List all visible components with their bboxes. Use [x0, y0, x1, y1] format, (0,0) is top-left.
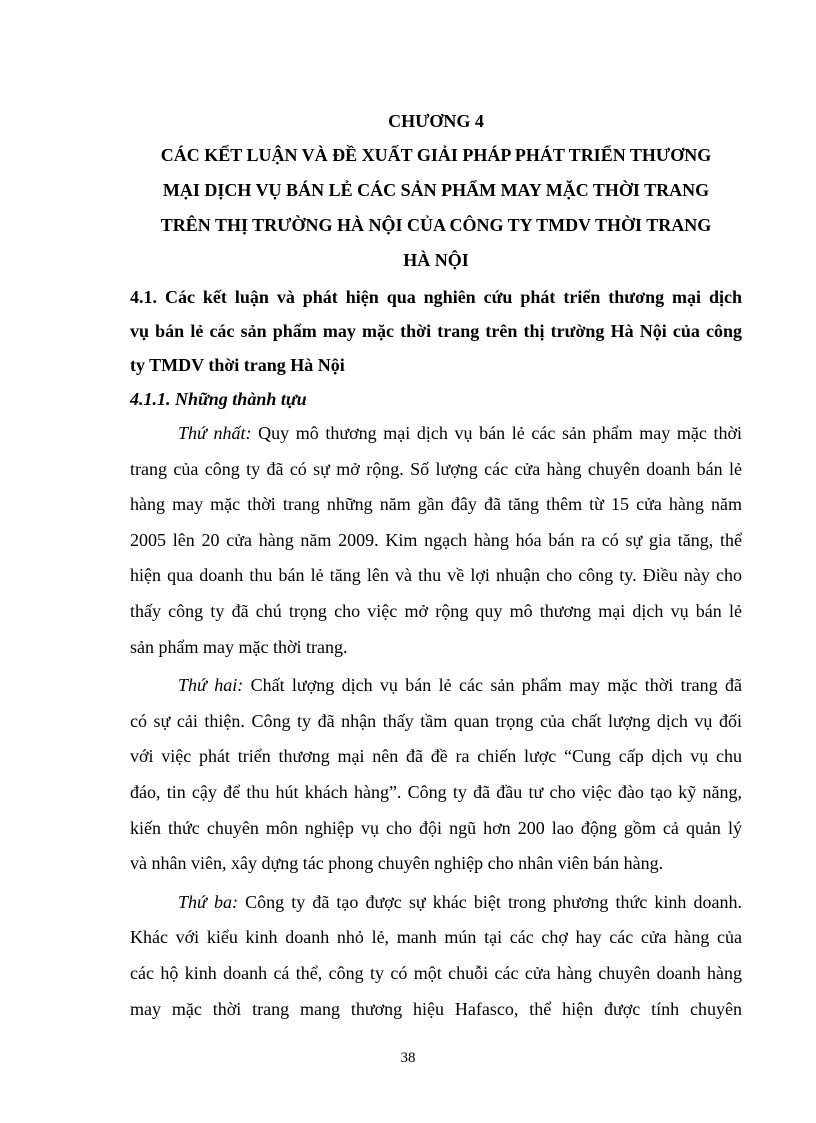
chapter-title-line: MẠI DỊCH VỤ BÁN LẺ CÁC SẢN PHẨM MAY MẶC THỜI TRANG: [162, 180, 710, 200]
chapter-title-line: HÀ NỘI: [403, 250, 469, 270]
paragraph-line: [130, 885, 742, 921]
paragraph-line: [130, 668, 742, 704]
document-page: [130, 104, 742, 1027]
paragraph-third: [130, 885, 742, 1027]
paragraph-first-text: Quy mô thương mại dịch vụ bán lẻ các sản phẩm may mặc thời: [251, 423, 742, 443]
section-heading-line: vụ bán lẻ các sản phẩm may mặc thời trang trên thị trường Hà Nội của công: [130, 321, 742, 341]
paragraph-line: trang của công ty đã có sự mở rộng. Số lượng các cửa hàng chuyên doanh bán lẻ: [130, 458, 742, 479]
paragraph-lead: Thứ hai:: [178, 675, 244, 696]
chapter-title: [130, 138, 742, 278]
paragraph-line: 2005 lên 20 cửa hàng năm 2009. Kim ngạch hàng hóa bán ra có sự gia tăng, thể: [130, 529, 742, 550]
paragraph-second: [130, 668, 742, 882]
chapter-title-line: TRÊN THỊ TRƯỜNG HÀ NỘI CỦA CÔNG TY TMDV THỜI TRANG: [160, 215, 712, 235]
paragraph-line: và nhân viên, xây dựng tác phong chuyên nghiệp cho nhân viên bán hàng.: [130, 853, 664, 874]
paragraph-line: may mặc thời trang mang thương hiệu Hafasco, thể hiện được tính chuyên: [130, 998, 742, 1019]
paragraph-lead: Thứ nhất:: [178, 423, 252, 443]
paragraph-line: đáo, tin cậy để thu hút khách hàng”. Công ty đã đầu tư cho việc đào tạo kỹ năng,: [130, 781, 742, 802]
paragraph-line: [130, 416, 742, 452]
subsection-heading: 4.1.1. Những thành tựu: [130, 389, 307, 409]
paragraph-first-text: Chất lượng dịch vụ bán lẻ các sản phẩm may mặc thời trang đã: [243, 675, 742, 696]
paragraph-line: Khác với kiểu kinh doanh nhỏ lẻ, manh mún tại các chợ hay các cửa hàng của: [130, 927, 742, 948]
paragraph-first-text: Công ty đã tạo được sự khác biệt trong phương thức kinh doanh.: [237, 891, 742, 912]
paragraph-line: có sự cải thiện. Công ty đã nhận thấy tầm quan trọng của chất lượng dịch vụ đối: [130, 710, 742, 731]
paragraph-line: các hộ kinh doanh cá thể, công ty có một chuỗi các cửa hàng chuyên doanh hàng: [130, 962, 742, 983]
paragraph-line: thấy công ty đã chú trọng cho việc mở rộng quy mô thương mại dịch vụ bán lẻ: [130, 600, 742, 621]
paragraph-first: [130, 416, 742, 665]
paragraph-line: kiến thức chuyên môn nghiệp vụ cho đội ngũ hơn 200 lao động gồm cả quản lý: [130, 817, 742, 838]
paragraph-line: sản phẩm may mặc thời trang.: [130, 636, 348, 657]
paragraph-lead: Thứ ba:: [178, 891, 238, 912]
paragraph-line: hiện qua doanh thu bán lẻ tăng lên và thu về lợi nhuận cho công ty. Điều này cho: [130, 565, 742, 586]
paragraph-line: với việc phát triển thương mại nên đã đề ra chiến lược “Cung cấp dịch vụ chu: [130, 746, 742, 767]
section-heading: [130, 280, 742, 382]
chapter-title-line: CÁC KẾT LUẬN VÀ ĐỀ XUẤT GIẢI PHÁP PHÁT TRIỂN THƯƠNG: [160, 145, 712, 165]
chapter-label: CHƯƠNG 4: [388, 111, 484, 131]
paragraph-line: hàng may mặc thời trang những năm gần đây đã tăng thêm từ 15 cửa hàng năm: [130, 494, 742, 515]
section-heading-line: ty TMDV thời trang Hà Nội: [130, 355, 345, 375]
page-number: 38: [400, 1050, 416, 1066]
section-heading-line: 4.1. Các kết luận và phát hiện qua nghiên cứu phát triển thương mại dịch: [130, 287, 742, 307]
